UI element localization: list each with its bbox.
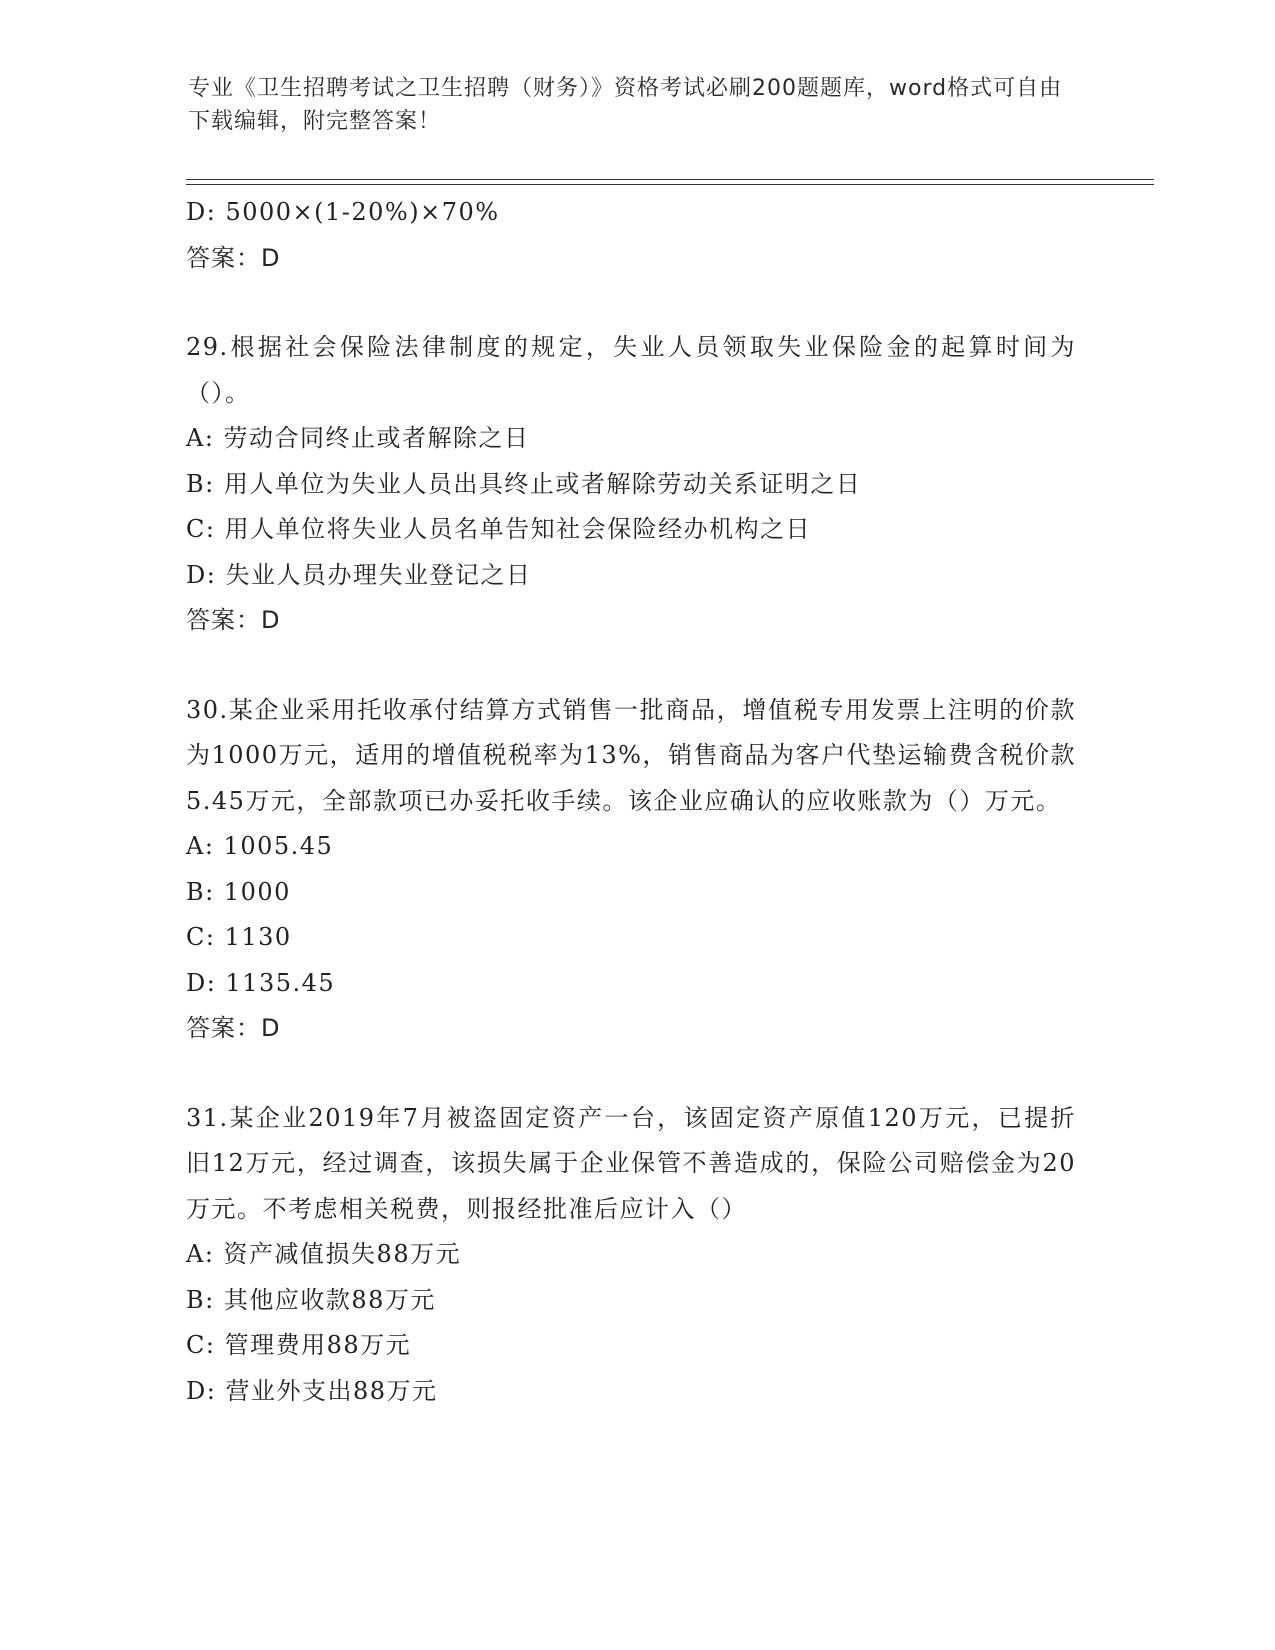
option-d: D: 5000×(1-20%)×70% [186, 198, 500, 226]
question-content [186, 190, 1086, 1414]
header-divider-bottom [186, 184, 1154, 185]
option-d: D: 失业人员办理失业登记之日 [186, 560, 532, 589]
option-c: C: 1130 [186, 923, 292, 951]
option-a: A: 资产减值损失88万元 [186, 1240, 462, 1268]
answer-line: 答案：D [186, 1014, 281, 1042]
document-header: 专业《卫生招聘考试之卫生招聘（财务）》资格考试必刷200题题库，word格式可自由下载编辑，附完整答案！ [188, 76, 1063, 134]
question-31-stem: 31.某企业2019年7月被盗固定资产一台，该固定资产原值120万元，已提折旧12万元，经过调查，该损失属于企业保管不善造成的，保险公司赔偿金为20万元。不考虑相关税费，则报经批准后应计入（） [186, 1103, 1076, 1223]
option-b: B: 其他应收款88万元 [186, 1285, 436, 1314]
answer-line: 答案：D [186, 606, 281, 634]
answer-line: 答案：D [186, 243, 281, 272]
option-c: C: 管理费用88万元 [186, 1331, 412, 1359]
option-b: B: 1000 [186, 877, 291, 906]
option-a: A: 1005.45 [186, 832, 334, 860]
option-b: B: 用人单位为失业人员出具终止或者解除劳动关系证明之日 [186, 469, 862, 498]
option-a: A: 劳动合同终止或者解除之日 [186, 424, 530, 452]
option-c: C: 用人单位将失业人员名单告知社会保险经办机构之日 [186, 515, 812, 543]
option-d: D: 营业外支出88万元 [186, 1376, 438, 1405]
option-d: D: 1135.45 [186, 968, 336, 997]
question-29-stem: 29.根据社会保险法律制度的规定，失业人员领取失业保险金的起算时间为（）。 [186, 333, 1076, 407]
header-divider-top [186, 179, 1154, 180]
question-30-stem: 30.某企业采用托收承付结算方式销售一批商品，增值税专用发票上注明的价款为1000万元，适用的增值税税率为13%，销售商品为客户代垫运输费含税价款5.45万元，全部款项已办妥托收手续。该企业应确认的应收账款为（）万元。 [186, 695, 1076, 815]
